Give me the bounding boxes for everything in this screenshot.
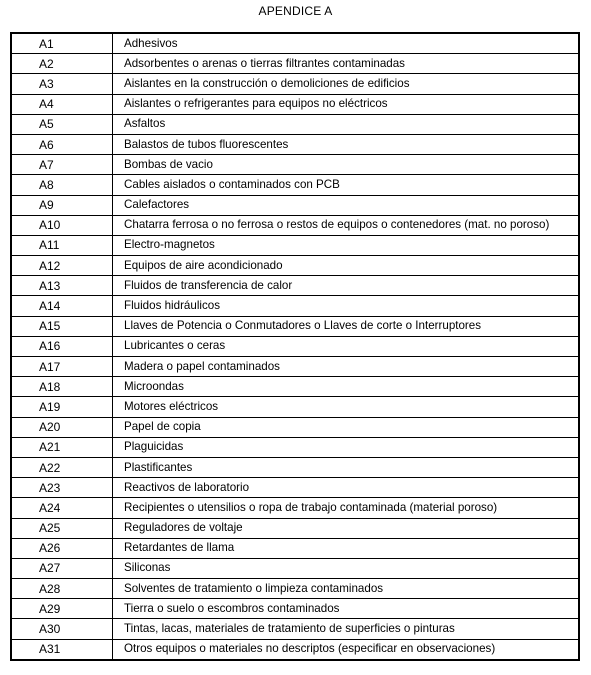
row-code: A8 (11, 175, 113, 195)
table-row (11, 357, 579, 377)
row-code: A2 (11, 54, 113, 74)
row-code: A6 (11, 134, 113, 154)
row-description: Aislantes o refrigerantes para equipos no eléctricos (113, 94, 580, 114)
table-row (11, 33, 579, 54)
row-code: A18 (11, 377, 113, 397)
row-code: A17 (11, 357, 113, 377)
table-row (11, 437, 579, 457)
row-code: A10 (11, 215, 113, 235)
page-title: APENDICE A (258, 4, 333, 18)
row-description: Chatarra ferrosa o no ferrosa o restos de equipos o contenedores (mat. no poroso) (113, 215, 580, 235)
row-description: Lubricantes o ceras (113, 336, 580, 356)
table-row (11, 296, 579, 316)
table-row (11, 195, 579, 215)
row-code: A24 (11, 498, 113, 518)
row-description: Reguladores de voltaje (113, 518, 580, 538)
row-code: A7 (11, 155, 113, 175)
row-code: A12 (11, 256, 113, 276)
row-description: Adhesivos (113, 33, 580, 54)
table-row (11, 256, 579, 276)
row-description: Microondas (113, 377, 580, 397)
row-description: Bombas de vacio (113, 155, 580, 175)
row-code: A31 (11, 639, 113, 660)
row-description: Otros equipos o materiales no descriptos (especificar en observaciones) (113, 639, 580, 660)
row-description: Electro-magnetos (113, 235, 580, 255)
table-row (11, 316, 579, 336)
row-description: Cables aislados o contaminados con PCB (113, 175, 580, 195)
table-row (11, 134, 579, 154)
row-code: A5 (11, 114, 113, 134)
table-row (11, 74, 579, 94)
row-description: Aislantes en la construcción o demoliciones de edificios (113, 74, 580, 94)
table-row (11, 599, 579, 619)
table-row (11, 94, 579, 114)
row-code: A1 (11, 33, 113, 54)
row-description: Balastos de tubos fluorescentes (113, 134, 580, 154)
row-description: Retardantes de llama (113, 538, 580, 558)
table-row (11, 276, 579, 296)
table-row (11, 336, 579, 356)
table-row (11, 558, 579, 578)
row-description: Reactivos de laboratorio (113, 478, 580, 498)
table-row (11, 639, 579, 660)
row-code: A15 (11, 316, 113, 336)
table-row (11, 114, 579, 134)
row-description: Madera o papel contaminados (113, 357, 580, 377)
row-code: A28 (11, 579, 113, 599)
row-code: A20 (11, 417, 113, 437)
row-code: A27 (11, 558, 113, 578)
row-code: A16 (11, 336, 113, 356)
table-row (11, 579, 579, 599)
row-description: Motores eléctricos (113, 397, 580, 417)
row-description: Solventes de tratamiento o limpieza contaminados (113, 579, 580, 599)
table-row (11, 538, 579, 558)
table-row (11, 155, 579, 175)
row-description: Plastificantes (113, 457, 580, 477)
row-code: A30 (11, 619, 113, 639)
row-description: Tierra o suelo o escombros contaminados (113, 599, 580, 619)
table-row (11, 498, 579, 518)
row-description: Equipos de aire acondicionado (113, 256, 580, 276)
appendix-table-body (11, 33, 579, 660)
row-code: A11 (11, 235, 113, 255)
row-description: Papel de copia (113, 417, 580, 437)
table-row (11, 518, 579, 538)
table-row (11, 235, 579, 255)
table-row (11, 457, 579, 477)
appendix-table (10, 32, 580, 661)
table-row (11, 377, 579, 397)
row-description: Fluidos hidráulicos (113, 296, 580, 316)
table-row (11, 215, 579, 235)
row-code: A13 (11, 276, 113, 296)
row-description: Llaves de Potencia o Conmutadores o Llaves de corte o Interruptores (113, 316, 580, 336)
row-code: A29 (11, 599, 113, 619)
row-code: A14 (11, 296, 113, 316)
row-description: Tintas, lacas, materiales de tratamiento de superficies o pinturas (113, 619, 580, 639)
row-code: A9 (11, 195, 113, 215)
table-row (11, 417, 579, 437)
row-code: A19 (11, 397, 113, 417)
row-code: A21 (11, 437, 113, 457)
row-description: Plaguicidas (113, 437, 580, 457)
row-description: Siliconas (113, 558, 580, 578)
row-code: A25 (11, 518, 113, 538)
row-code: A3 (11, 74, 113, 94)
table-row (11, 397, 579, 417)
row-code: A22 (11, 457, 113, 477)
table-row (11, 175, 579, 195)
table-row (11, 478, 579, 498)
row-description: Fluidos de transferencia de calor (113, 276, 580, 296)
row-description: Adsorbentes o arenas o tierras filtrantes contaminadas (113, 54, 580, 74)
row-code: A26 (11, 538, 113, 558)
table-row (11, 54, 579, 74)
row-description: Calefactores (113, 195, 580, 215)
table-row (11, 619, 579, 639)
row-description: Asfaltos (113, 114, 580, 134)
row-description: Recipientes o utensilios o ropa de trabajo contaminada (material poroso) (113, 498, 580, 518)
row-code: A4 (11, 94, 113, 114)
row-code: A23 (11, 478, 113, 498)
